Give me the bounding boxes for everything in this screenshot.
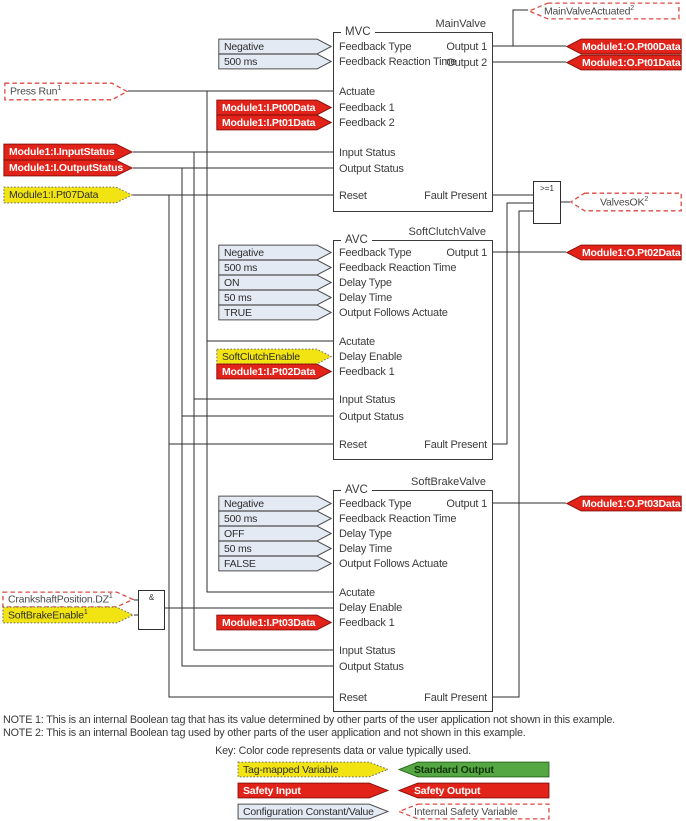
tag-label: Module1:O.Pt02Data [582,246,681,259]
tag-label: Negative [224,246,264,259]
safety-output-tag-pt01data [566,55,682,70]
legend-label: Safety Input [243,784,301,797]
tag-label: 50 ms [224,291,252,304]
block-input-label: Reset [339,439,367,451]
block-input-label: Feedback 1 [339,102,395,114]
block-input-label: Feedback Type [339,247,412,259]
block-input-label: Delay Enable [339,602,403,614]
config-tag-delay-time [218,541,332,556]
tag-label: ValvesOK$^2$ [600,195,649,209]
or-gate [533,181,561,224]
tag-label: Module1:O.Pt01Data [582,56,681,69]
config-tag-delay-time [218,290,332,305]
internal-variable-tag-valves-ok [570,193,682,211]
block-input-label: Delay Type [339,277,392,289]
legend-label: Safety Output [414,784,481,797]
tag-mapped-tag-softclutch-enable [216,349,332,364]
block-input-label: Delay Type [339,528,392,540]
block-input-label: Input Status [339,147,396,159]
block-input-label: Feedback 1 [339,366,395,378]
tag-label: FALSE [224,557,256,570]
legend-safety-input [237,783,389,798]
tag-label: MainValveActuated$^2$ [544,4,634,18]
block-input-label: Output Follows Actuate [339,558,448,570]
tag-label: $CrankshaftPosition.DZ^1$ [8,593,113,606]
note-2: NOTE 2: This is an internal Boolean tag used by other parts of the user application and not shown in this example. [3,727,526,739]
function-block-mvc-mainvalve [333,18,493,212]
tag-label: Module1:I.InputStatus [9,146,115,158]
config-tag-feedback-reaction-time [218,511,332,526]
internal-variable-tag-press-run [4,83,128,100]
and-gate [138,590,165,630]
legend-safety-output [398,783,550,798]
safety-input-tag-pt03data [216,615,332,630]
block-type-label: AVC [341,483,372,497]
internal-variable-tag-crankshaft-position [2,592,134,607]
note-1: NOTE 1: This is an internal Boolean tag that has its value determined by other parts of the user application not shown in this example. [3,714,615,726]
config-tag-delay-type [218,275,332,290]
block-output-label: Output 1 [446,498,487,510]
block-output-label: Output 1 [446,41,487,53]
block-output-label: Output 1 [446,247,487,259]
tag-label: Module1:O.Pt03Data [582,497,681,510]
block-input-label: Output Status [339,411,404,423]
block-instance-label: MainValve [432,17,489,31]
block-type-label: AVC [341,233,372,247]
and-gate-label: & [148,593,155,602]
key-title: Key: Color code represents data or value typically used. [215,745,471,757]
legend-configuration-constant [237,804,389,819]
tag-label: 500 ms [224,261,258,274]
block-input-label: Acutate [339,336,375,348]
config-tag-feedback-reaction-time [218,54,332,69]
block-input-label: Feedback 2 [339,117,395,129]
legend-label: Internal Safety Variable [414,805,518,818]
block-input-label: Output Status [339,661,404,673]
legend-standard-output [398,762,550,777]
function-block-avc-softclutchvalve [333,226,493,460]
legend-tag-mapped-variable [237,762,389,777]
block-input-label: Reset [339,190,367,202]
block-output-label: Output 2 [446,57,487,69]
block-input-label: Output Status [339,163,404,175]
tag-label: 50 ms [224,542,252,555]
block-input-label: Delay Time [339,543,393,555]
tag-label: Module1:O.Pt00Data [582,40,681,53]
config-tag-feedback-type [218,496,332,511]
tag-label: Press Run$^1$ [10,85,61,98]
legend-label: Configuration Constant/Value [243,805,374,818]
block-input-label: Actuate [339,86,375,98]
block-input-label: Feedback Reaction Time [339,56,457,68]
block-input-label: Delay Enable [339,351,403,363]
tag-label: Module1:I.Pt01Data [222,116,316,129]
safety-input-tag-outputstatus [3,160,133,176]
tag-label: 500 ms [224,55,258,68]
block-input-label: Input Status [339,394,396,406]
legend-label: Tag-mapped Variable [243,763,339,776]
safety-output-tag-pt02data [566,245,682,260]
tag-label: SoftClutchEnable [222,350,300,363]
tag-label: SoftBrakeEnable$^1$ [8,608,88,622]
safety-input-tag-pt02data [216,364,332,379]
block-type-label: MVC [341,25,375,39]
tag-label: Module1:I.Pt03Data [222,616,316,629]
block-input-label: Reset [339,692,367,704]
block-input-label: Feedback Reaction Time [339,513,457,525]
block-input-label: Input Status [339,645,396,657]
tag-label: 500 ms [224,512,258,525]
legend-label: Standard Output [414,763,494,776]
tag-label: Module1:I.Pt07Data [9,189,99,201]
safety-input-tag-pt00data [216,100,332,115]
tag-label: TRUE [224,306,252,319]
tag-label: Negative [224,497,264,510]
block-input-label: Feedback Reaction Time [339,262,457,274]
config-tag-feedback-type [218,245,332,260]
block-input-label: Feedback 1 [339,617,395,629]
block-instance-label: SoftClutchValve [406,225,489,239]
or-gate-label: >=1 [540,184,554,193]
config-tag-feedback-reaction-time [218,260,332,275]
block-output-label: Fault Present [424,190,487,202]
safety-output-tag-pt00data [566,39,682,54]
config-tag-output-follows-actuate [218,305,332,320]
tag-label: Negative [224,40,264,53]
tag-label: Module1:I.Pt02Data [222,365,316,378]
tag-mapped-tag-softbrake-enable [2,607,134,623]
block-input-label: Acutate [339,587,375,599]
tag-mapped-tag-pt07data [3,187,133,203]
block-input-label: Feedback Type [339,498,412,510]
block-input-label: Delay Time [339,292,393,304]
tag-label: Module1:I.Pt00Data [222,101,316,114]
block-output-label: Fault Present [424,439,487,451]
safety-input-tag-pt01data [216,115,332,130]
block-output-label: Fault Present [424,692,487,704]
safety-output-tag-pt03data [566,496,682,511]
config-tag-feedback-type [218,39,332,54]
tag-label: Module1:I.OutputStatus [9,162,124,174]
legend-internal-safety-variable [398,804,550,819]
block-input-label: Feedback Type [339,41,412,53]
safety-input-tag-inputstatus [3,144,133,160]
block-instance-label: SoftBrakeValve [408,475,489,489]
config-tag-output-follows-actuate [218,556,332,571]
tag-label: OFF [224,527,245,540]
block-input-label: Output Follows Actuate [339,307,448,319]
config-tag-delay-type [218,526,332,541]
tag-label: ON [224,276,240,289]
function-block-avc-softbrakevalve [333,476,493,712]
internal-variable-tag-mainvalve-actuated [528,3,680,19]
